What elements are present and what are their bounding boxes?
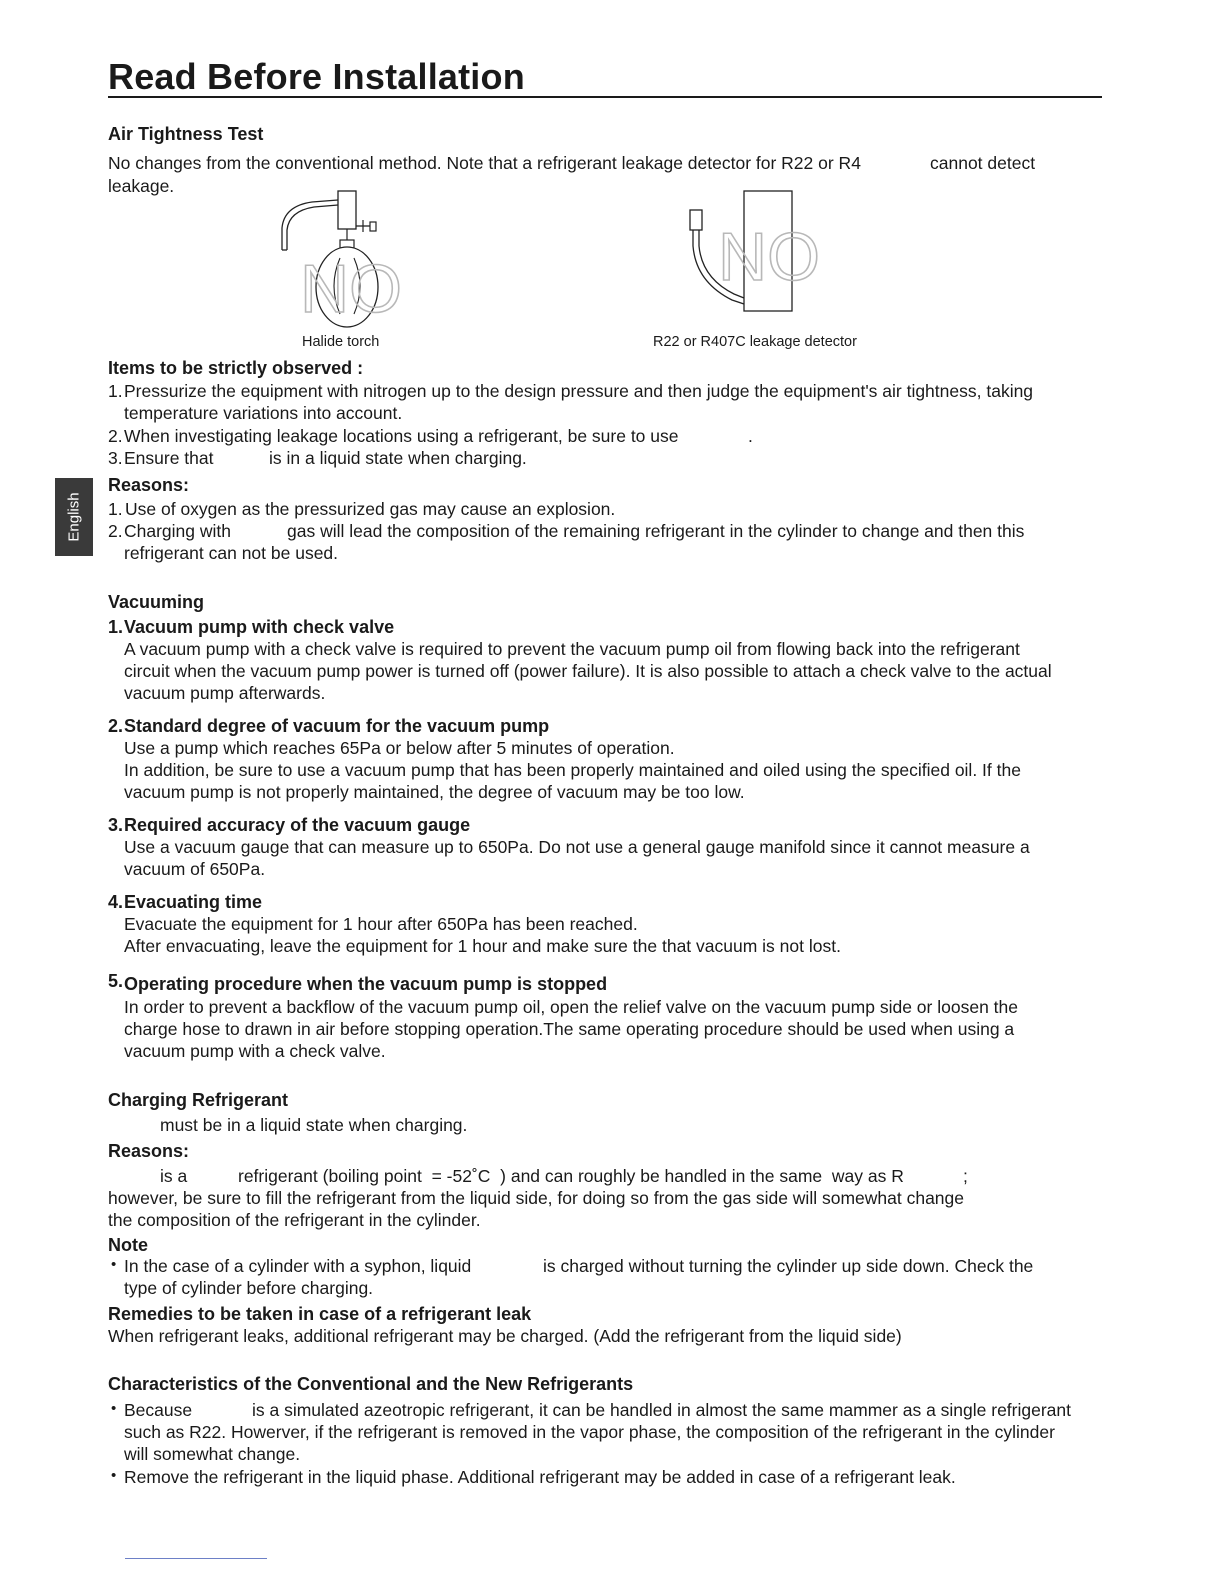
air-tightness-text-2: leakage. <box>108 176 175 196</box>
note-line-1a: In the case of a cylinder with a syphon, liquid <box>124 1256 472 1276</box>
vacuum-section-5-title: Operating procedure when the vacuum pump is stopped <box>124 974 608 994</box>
charging-line-1: must be in a liquid state when charging. <box>160 1115 468 1135</box>
language-side-tab <box>55 478 93 556</box>
observed-item-1-number: 1. <box>108 381 123 401</box>
characteristics-heading: Characteristics of the Conventional and the New Refrigerants <box>108 1374 634 1394</box>
footer-rule <box>125 1558 267 1559</box>
charging-reason-line-2: however, be sure to fill the refrigerant from the liquid side, for doing so from the gas side will somewhat change <box>108 1188 964 1208</box>
characteristics-b1-b: is a simulated azeotropic refrigerant, it can be handled in almost the same mammer as a single refrigerant <box>252 1400 1072 1420</box>
charging-reason-line-3: the composition of the refrigerant in the cylinder. <box>108 1210 481 1230</box>
leakage-detector-illustration <box>684 186 834 316</box>
air-tightness-text-1a: No changes from the conventional method. Note that a refrigerant leakage detector for R22 or R4 <box>108 153 861 173</box>
vacuum-section-3-line-2: vacuum of 650Pa. <box>124 859 266 879</box>
reason-2b: gas will lead the composition of the remaining refrigerant in the cylinder to change and then this <box>287 521 1025 541</box>
note-line-2: type of cylinder before charging. <box>124 1278 374 1298</box>
vacuum-section-2-line-3: vacuum pump is not properly maintained, the degree of vacuum may be too low. <box>124 782 745 802</box>
vacuuming-heading: Vacuuming <box>108 592 205 612</box>
no-mark-left: NO <box>300 251 402 327</box>
characteristics-bullet-2: • <box>111 1467 117 1484</box>
observed-item-3b: is in a liquid state when charging. <box>269 448 527 468</box>
reason-1-number: 1. <box>108 499 123 519</box>
note-heading: Note <box>108 1235 148 1255</box>
reason-2a: Charging with <box>124 521 231 541</box>
charging-reason-b: refrigerant (boiling point = -52˚C ) and can roughly be handled in the same way as R <box>238 1166 904 1186</box>
reason-2-cont: refrigerant can not be used. <box>124 543 339 563</box>
observed-item-2-end: . <box>748 426 753 446</box>
vacuum-section-2-number: 2. <box>108 716 124 736</box>
observed-item-2: When investigating leakage locations using a refrigerant, be sure to use <box>124 426 679 446</box>
air-tightness-heading: Air Tightness Test <box>108 124 264 144</box>
language-label: English <box>65 492 83 542</box>
note-bullet: • <box>111 1256 117 1273</box>
vacuum-section-2-line-1: Use a pump which reaches 65Pa or below after 5 minutes of operation. <box>124 738 675 758</box>
page-title: Read Before Installation <box>108 56 525 97</box>
vacuum-section-4-number: 4. <box>108 892 124 912</box>
characteristics-b1-a: Because <box>124 1400 193 1420</box>
vacuum-section-1-line-3: vacuum pump afterwards. <box>124 683 326 703</box>
characteristics-bullet-1: • <box>111 1400 117 1417</box>
vacuum-section-3-line-1: Use a vacuum gauge that can measure up to 650Pa. Do not use a general gauge manifold since it cannot measure a <box>124 837 1030 857</box>
charging-reason-a: is a <box>160 1166 188 1186</box>
halide-torch-illustration <box>270 186 420 332</box>
title-underline <box>108 96 1102 98</box>
vacuum-section-4-line-1: Evacuate the equipment for 1 hour after 650Pa has been reached. <box>124 914 638 934</box>
characteristics-b1-line-3: will somewhat change. <box>124 1444 301 1464</box>
remedies-line: When refrigerant leaks, additional refrigerant may be charged. (Add the refrigerant from the liquid side) <box>108 1326 902 1346</box>
air-tightness-text-1b: cannot detect <box>930 153 1036 173</box>
leakage-detector-caption: R22 or R407C leakage detector <box>653 334 857 350</box>
observed-item-1-cont: temperature variations into account. <box>124 403 403 423</box>
vacuum-section-5-line-1: In order to prevent a backflow of the vacuum pump oil, open the relief valve on the vacuum pump side or loosen the <box>124 997 1018 1017</box>
vacuum-section-5-line-3: vacuum pump with a check valve. <box>124 1041 386 1061</box>
vacuum-section-2-title: Standard degree of vacuum for the vacuum pump <box>124 716 550 736</box>
reasons-heading: Reasons: <box>108 475 190 495</box>
vacuum-section-1-number: 1. <box>108 617 124 637</box>
note-line-1b: is charged without turning the cylinder up side down. Check the <box>543 1256 1034 1276</box>
observed-item-3-number: 3. <box>108 448 123 468</box>
observed-item-3a: Ensure that <box>124 448 214 468</box>
observed-item-2-number: 2. <box>108 426 123 446</box>
characteristics-b1-line-2: such as R22. Howerver, if the refrigerant is removed in the vapor phase, the composition of the refrigerant in the cylinder <box>124 1422 1055 1442</box>
vacuum-section-4-line-2: After envacuating, leave the equipment for 1 hour and make sure the that vacuum is not lost. <box>124 936 841 956</box>
observed-item-1: Pressurize the equipment with nitrogen up to the design pressure and then judge the equipment's air tightness, taking <box>124 381 1034 401</box>
charging-reason-c: ; <box>963 1166 968 1186</box>
vacuum-section-5-line-2: charge hose to drawn in air before stopping operation.The same operating procedure should be used when using a <box>124 1019 1015 1039</box>
vacuum-section-3-number: 3. <box>108 815 124 835</box>
characteristics-b2: Remove the refrigerant in the liquid phase. Additional refrigerant may be added in case of a refrigerant leak. <box>124 1467 956 1487</box>
vacuum-section-1-title: Vacuum pump with check valve <box>124 617 395 637</box>
reason-2-number: 2. <box>108 521 123 541</box>
vacuum-section-4-title: Evacuating time <box>124 892 263 912</box>
halide-torch-caption: Halide torch <box>302 334 380 350</box>
reason-1: Use of oxygen as the pressurized gas may cause an explosion. <box>125 499 616 519</box>
observed-heading: Items to be strictly observed : <box>108 358 364 378</box>
remedies-heading: Remedies to be taken in case of a refrigerant leak <box>108 1304 532 1324</box>
charging-reasons-heading: Reasons: <box>108 1141 190 1161</box>
charging-heading: Charging Refrigerant <box>108 1090 289 1110</box>
no-mark-right: NO <box>718 219 820 295</box>
vacuum-section-5-number: 5. <box>108 971 124 991</box>
vacuum-section-1-line-2: circuit when the vacuum pump power is turned off (power failure). It is also possible to attach a check valve to the actual <box>124 661 1052 681</box>
vacuum-section-2-line-2: In addition, be sure to use a vacuum pump that has been properly maintained and oiled using the specified oil. If the <box>124 760 1021 780</box>
vacuum-section-3-title: Required accuracy of the vacuum gauge <box>124 815 471 835</box>
vacuum-section-1-line-1: A vacuum pump with a check valve is required to prevent the vacuum pump oil from flowing back into the refrigerant <box>124 639 1020 659</box>
